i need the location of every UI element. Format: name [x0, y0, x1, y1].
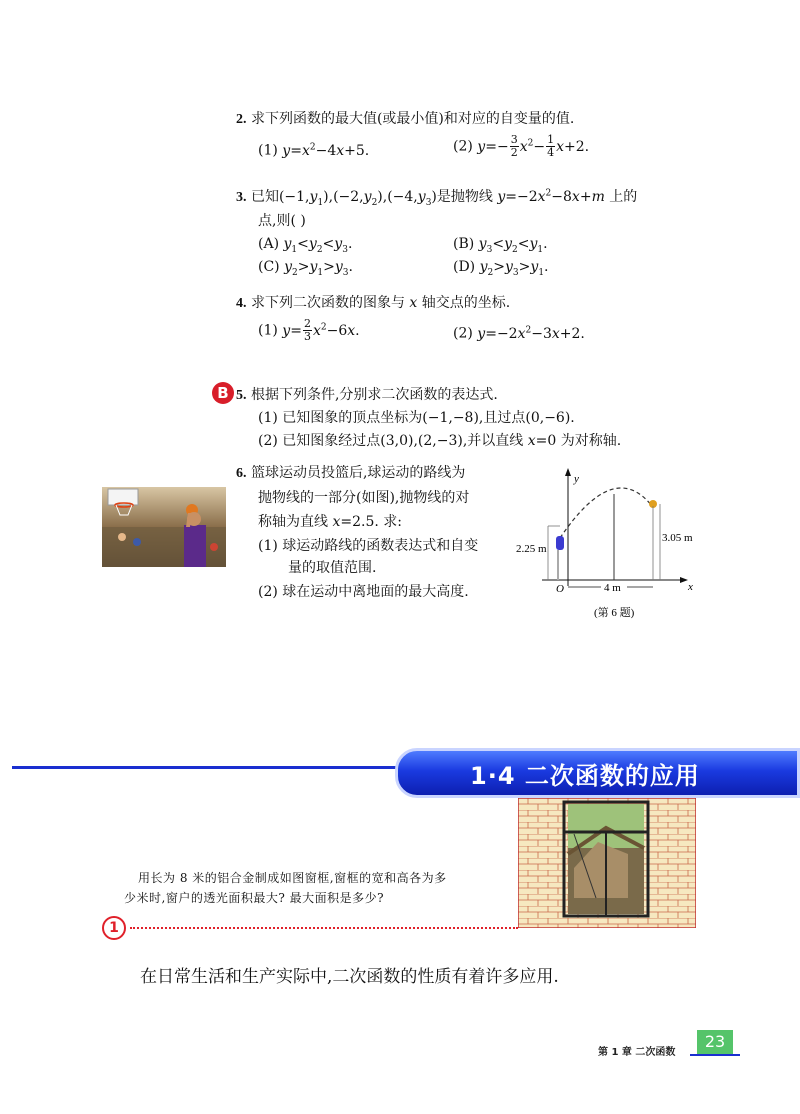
origin-label: O	[556, 583, 564, 595]
formula: $y=-2x^2-3x+2$.	[477, 325, 585, 342]
dotted-divider	[130, 927, 518, 929]
level-b-badge: B	[212, 382, 234, 404]
player-hand	[556, 536, 564, 550]
option-a: (A) $y_1<y_2<y_3$.	[258, 236, 353, 255]
question-5: 5. 根据下列条件,分别求二次函数的表达式.	[236, 387, 498, 403]
figure-caption: (第 6 题)	[594, 607, 635, 619]
basketball-photo	[102, 487, 226, 567]
x-axis-label: x	[688, 581, 693, 593]
section-rule	[12, 766, 402, 769]
chapter-label: 第 1 章 二次函数	[598, 1047, 676, 1058]
section-marker: 1	[102, 916, 126, 940]
distance-label: 4 m	[604, 582, 621, 594]
ball-path	[560, 488, 652, 538]
formula: y=− $\frac{3}{2}$ $x^2-$ $\frac{1}{4}$ x+2.	[477, 133, 590, 159]
left-height-label: 2.25 m	[516, 543, 547, 555]
footer-rule	[690, 1054, 740, 1056]
q4-part-1: (1) y= $\frac{2}{3}$ $x^2-6x$.	[258, 317, 360, 343]
option-b: (B) $y_3<y_2<y_1$.	[453, 236, 548, 255]
q6-part-2: (2) 球在运动中离地面的最大高度.	[258, 584, 469, 600]
y-axis-label: y	[574, 473, 579, 485]
question-3: 3. 已知$(-1,y_1),(-2,y_2),(-4,y_3)$是抛物线 $y=-2x^2-8x+m$ 上的	[236, 188, 638, 208]
option-d: (D) $y_2>y_3>y_1$.	[453, 259, 549, 278]
window-illustration	[518, 798, 696, 928]
parabola-figure	[512, 466, 702, 626]
q4-part-2: (2) $y=-2x^2-3x+2$.	[453, 325, 585, 342]
q2-part-1: (1) $y=x^2-4x+5$.	[258, 142, 370, 159]
q6-part-1: (1) 球运动路线的函数表达式和自变	[258, 538, 479, 554]
q5-part-1: (1) 已知图象的顶点坐标为(−1,−8),且过点(0,−6).	[258, 410, 575, 426]
option-c: (C) $y_2>y_1>y_3$.	[258, 259, 353, 278]
q5-part-2: (2) 已知图象经过点(3,0),(2,−3),并以直线 x=0 为对称轴.	[258, 433, 622, 449]
formula: y= $\frac{2}{3}$ $x^2-6x$.	[282, 317, 360, 343]
page-number: 23	[697, 1030, 733, 1054]
question-number: 2.	[236, 112, 247, 127]
problem-line-2: 少米时,窗户的透光面积最大? 最大面积是多少?	[124, 891, 384, 905]
formula: $y=x^2-4x+5$.	[282, 142, 370, 159]
question-stem-line2: 点,则( )	[258, 213, 306, 229]
question-2	[236, 108, 574, 128]
right-height-label: 3.05 m	[662, 532, 693, 544]
question-stem: 求下列函数的最大值(或最小值)和对应的自变量的值.	[250, 111, 575, 127]
question-4: 4. 求下列二次函数的图象与 x 轴交点的坐标.	[236, 295, 511, 311]
q2-part-2: (2) y=− $\frac{3}{2}$ $x^2-$ $\frac{1}{4}$ x+2.	[453, 133, 590, 159]
intro-sentence: 在日常生活和生产实际中,二次函数的性质有着许多应用.	[140, 967, 559, 987]
problem-line-1: 用长为 8 米的铝合金制成如图窗框,窗框的宽和高各为多	[138, 871, 447, 885]
section-title: 1·4 二次函数的应用	[470, 762, 700, 790]
formula: $y=-2x^2-8x+m$	[497, 188, 605, 205]
question-6: 6. 篮球运动员投篮后,球运动的路线为	[236, 465, 466, 481]
